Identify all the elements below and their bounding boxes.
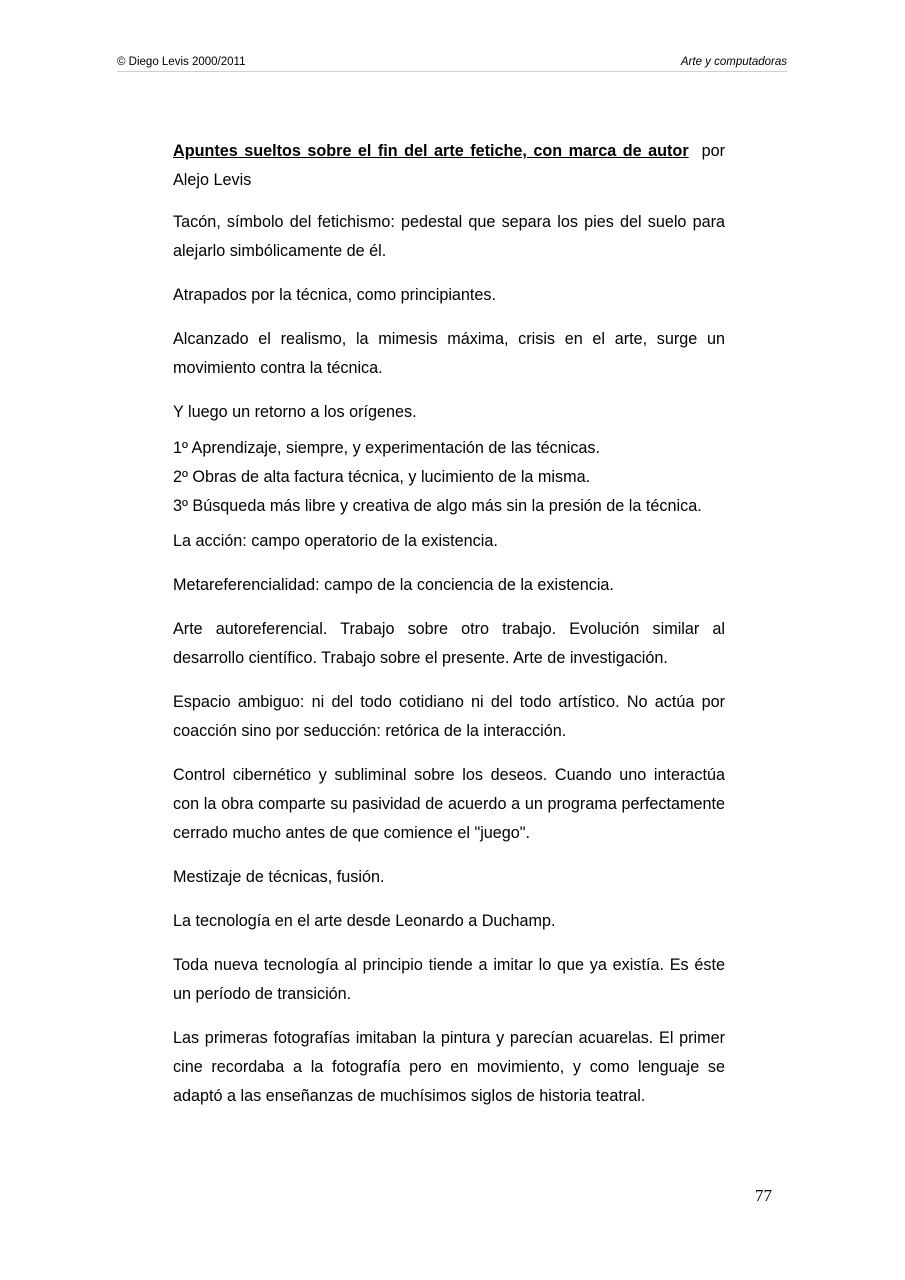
stages-list [173,434,725,521]
paragraph: Y luego un retorno a los orígenes. [173,403,417,421]
list-item: 3º Búsqueda más libre y creativa de algo más sin la presión de la técnica. [173,497,702,515]
article-body [173,137,725,1126]
paragraph: Tacón, símbolo del fetichismo: pedestal que separa los pies del suelo para alejarlo simbólicamente de él. [173,213,725,260]
paragraph: Toda nueva tecnología al principio tiende a imitar lo que ya existía. Es éste un período de transición. [173,956,725,1003]
page-number: 77 [755,1186,772,1205]
list-item: 1º Aprendizaje, siempre, y experimentación de las técnicas. [173,439,601,457]
list-item: 2º Obras de alta factura técnica, y lucimiento de la misma. [173,468,591,486]
paragraph: Mestizaje de técnicas, fusión. [173,868,385,886]
paragraph: Arte autoreferencial. Trabajo sobre otro trabajo. Evolución similar al desarrollo científico. Trabajo sobre el presente. Arte de investigación. [173,620,725,667]
paragraph: Metareferencialidad: campo de la conciencia de la existencia. [173,576,614,594]
page-header [117,54,787,72]
paragraph: Control cibernético y subliminal sobre los deseos. Cuando uno interactúa con la obra comparte su pasividad de acuerdo a un programa perfectamente cerrado mucho antes de que comience el "juego". [173,766,725,842]
article-byline: por Alejo Levis [173,142,725,189]
paragraph: Atrapados por la técnica, como principiantes. [173,286,497,304]
paragraph: Alcanzado el realismo, la mimesis máxima, crisis en el arte, surge un movimiento contra la técnica. [173,330,725,377]
article-title: Apuntes sueltos sobre el fin del arte fetiche, con marca de autor [173,142,689,160]
paragraph: Las primeras fotografías imitaban la pintura y parecían acuarelas. El primer cine recordaba a la fotografía pero en movimiento, y como lenguaje se adaptó a las enseñanzas de muchísimos siglos de historia teatral. [173,1029,725,1105]
article-heading [173,137,725,195]
paragraph: La tecnología en el arte desde Leonardo a Duchamp. [173,912,556,930]
header-book-title: Arte y computadoras [680,56,787,68]
paragraph: Espacio ambiguo: ni del todo cotidiano ni del todo artístico. No actúa por coacción sino por seducción: retórica de la interacción. [173,693,725,740]
paragraph: La acción: campo operatorio de la existencia. [173,532,498,550]
header-copyright: © Diego Levis 2000/2011 [117,56,246,68]
